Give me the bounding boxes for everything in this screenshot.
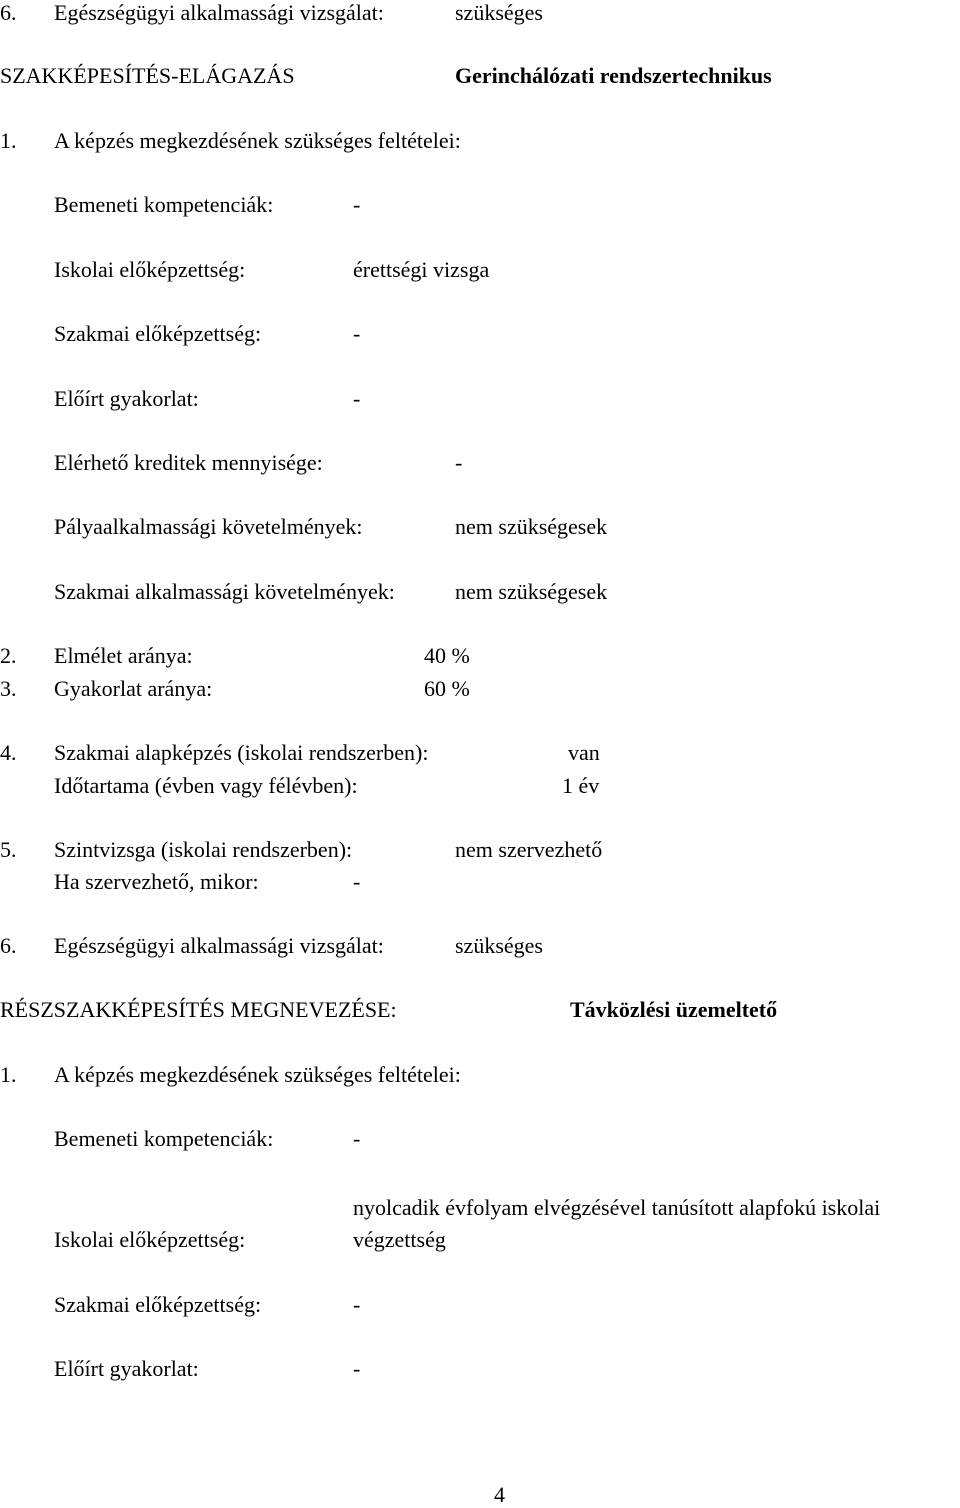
partial-qualification-heading: RÉSZSZAKKÉPESÍTÉS MEGNEVEZÉSE: xyxy=(0,997,397,1022)
level-exam-value: nem szervezhető xyxy=(455,837,603,862)
item-number: 6. xyxy=(0,933,17,958)
item-number: 2. xyxy=(0,643,17,668)
row-label: Iskolai előképzettség: xyxy=(54,257,246,282)
theory-ratio-value: 40 % xyxy=(424,643,470,668)
row-value: - xyxy=(353,321,361,346)
row-label: Pályaalkalmassági követelmények: xyxy=(54,514,363,539)
row-label: Iskolai előképzettség: xyxy=(54,1227,246,1252)
row-label: Bemeneti kompetenciák: xyxy=(54,1126,274,1151)
row-value: - xyxy=(353,192,361,217)
practice-ratio-label: Gyakorlat aránya: xyxy=(54,676,213,701)
health-check-value: szükséges xyxy=(455,0,543,25)
item-number: 3. xyxy=(0,676,17,701)
row-label: Elérhető kreditek mennyisége: xyxy=(54,450,323,475)
row-value: - xyxy=(353,1356,361,1381)
row-label: Szakmai előképzettség: xyxy=(54,1292,262,1317)
row-label: Előírt gyakorlat: xyxy=(54,1356,199,1381)
item-number: 1. xyxy=(0,1062,17,1087)
row-label: Bemeneti kompetenciák: xyxy=(54,192,274,217)
item-number: 1. xyxy=(0,128,17,153)
page-number: 4 xyxy=(494,1482,505,1507)
item-number: 6. xyxy=(0,0,17,25)
row-value: nem szükségesek xyxy=(455,579,608,604)
health-check-label: Egészségügyi alkalmassági vizsgálat: xyxy=(54,933,384,958)
row-value: érettségi vizsga xyxy=(353,257,490,282)
row-value: - xyxy=(455,450,463,475)
level-exam-when-label: Ha szervezhető, mikor: xyxy=(54,869,259,894)
prerequisites-title: A képzés megkezdésének szükséges feltételei: xyxy=(54,128,461,153)
theory-ratio-label: Elmélet aránya: xyxy=(54,643,193,668)
row-label: Szakmai alkalmassági követelmények: xyxy=(54,579,395,604)
row-value: - xyxy=(353,1126,361,1151)
row-label: Előírt gyakorlat: xyxy=(54,386,199,411)
row-value: - xyxy=(353,1292,361,1317)
branch-heading: SZAKKÉPESÍTÉS-ELÁGAZÁS xyxy=(0,63,295,88)
health-check-label: Egészségügyi alkalmassági vizsgálat: xyxy=(54,0,384,25)
item-number: 5. xyxy=(0,837,17,862)
basic-training-label: Szakmai alapképzés (iskolai rendszerben): xyxy=(54,740,429,765)
row-value-line1: nyolcadik évfolyam elvégzésével tanúsított alapfokú iskolai xyxy=(353,1195,881,1220)
duration-label: Időtartama (évben vagy félévben): xyxy=(54,773,358,798)
row-value-line2: végzettség xyxy=(353,1227,446,1252)
health-check-value: szükséges xyxy=(455,933,543,958)
level-exam-label: Szintvizsga (iskolai rendszerben): xyxy=(54,837,353,862)
row-value: nem szükségesek xyxy=(455,514,608,539)
basic-training-value: van xyxy=(568,740,600,765)
row-value: - xyxy=(353,386,361,411)
level-exam-when-value: - xyxy=(353,869,361,894)
practice-ratio-value: 60 % xyxy=(424,676,470,701)
prerequisites-title: A képzés megkezdésének szükséges feltételei: xyxy=(54,1062,461,1087)
row-label: Szakmai előképzettség: xyxy=(54,321,262,346)
duration-value: 1 év xyxy=(562,773,600,798)
item-number: 4. xyxy=(0,740,17,765)
branch-name: Gerinchálózati rendszertechnikus xyxy=(455,63,772,88)
partial-qualification-name: Távközlési üzemeltető xyxy=(570,997,778,1022)
